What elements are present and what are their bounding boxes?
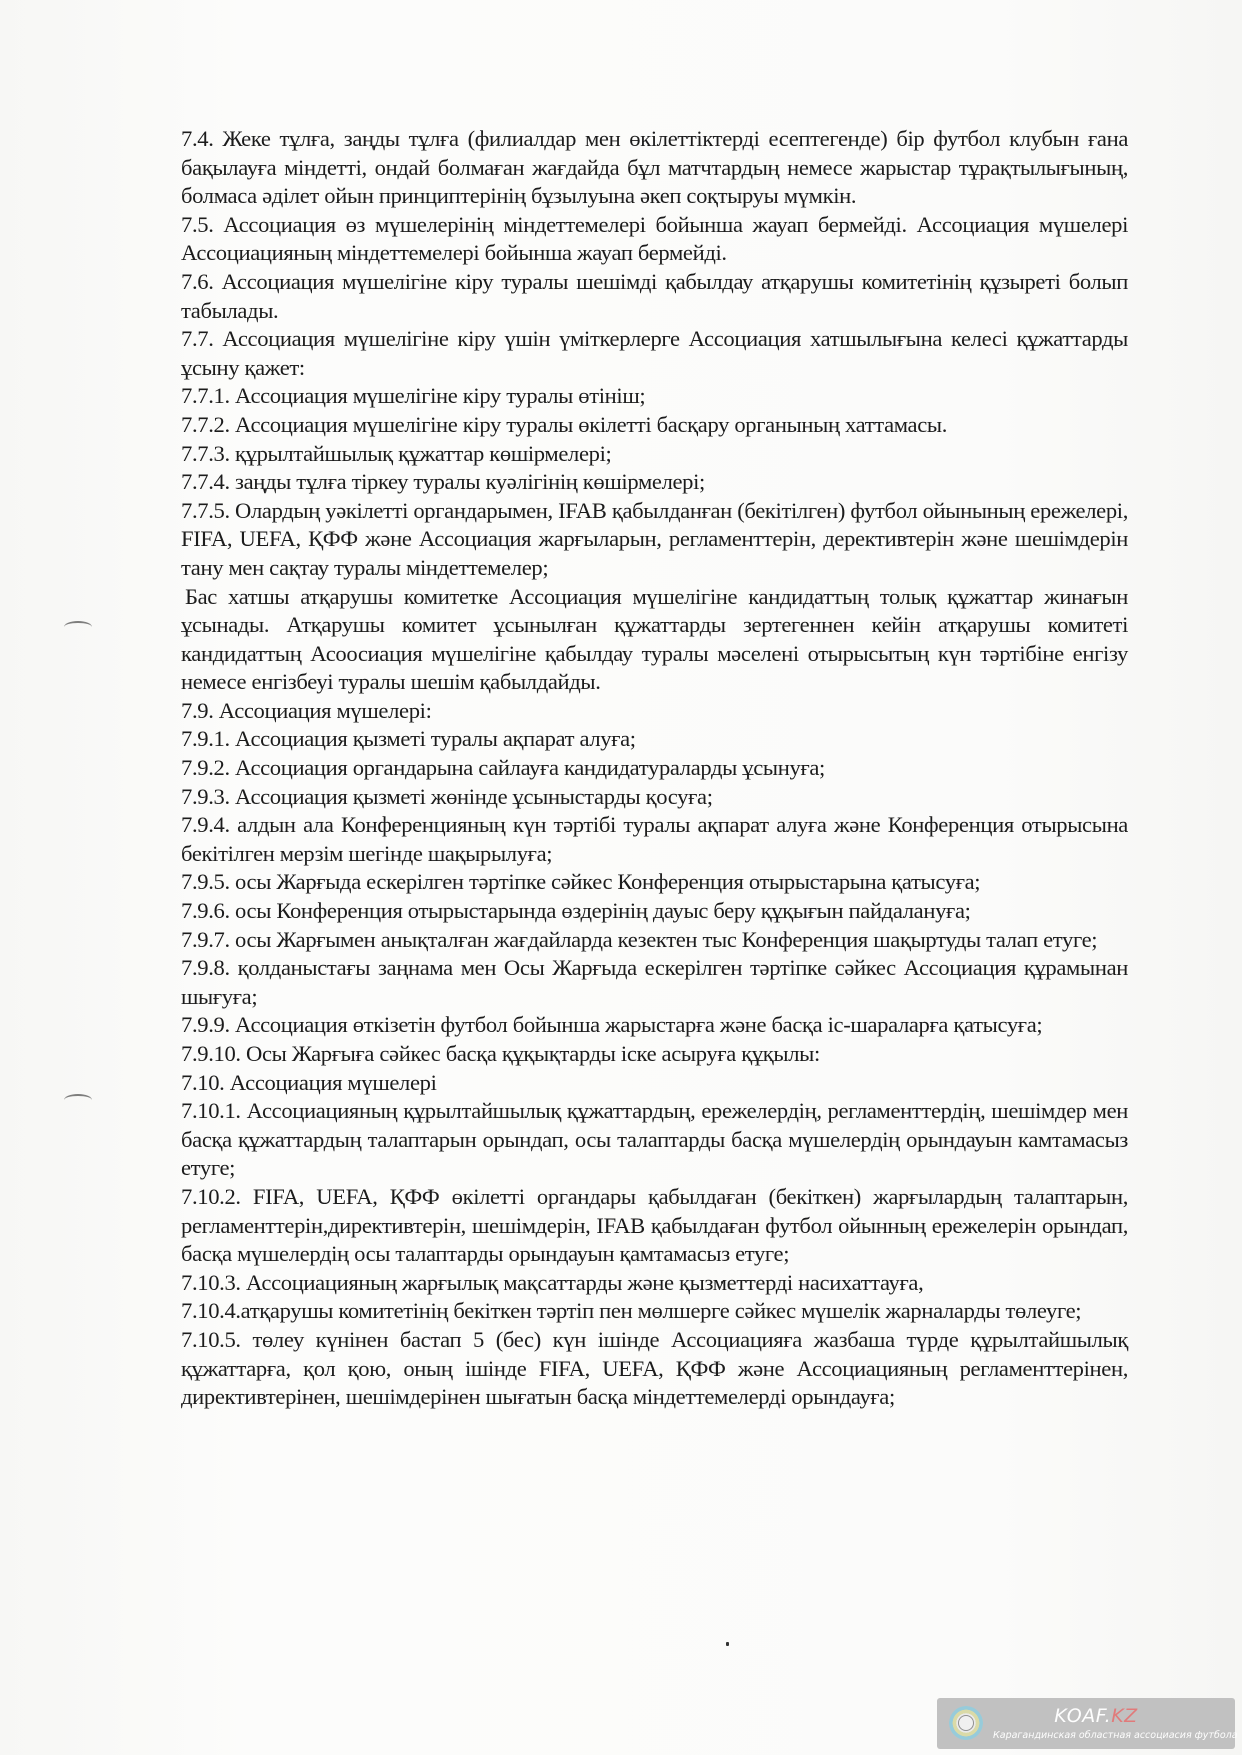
watermark-subtitle: Карагандинская областная ассоциасия футбола [993,1730,1238,1741]
clause-7-6: 7.6. Ассоциация мүшелігіне кіру туралы шешімді қабылдау атқарушы комитетінің құзыреті болып табылады. [181,268,1128,323]
clause-7-10-1: 7.10.1. Ассоциацияның құрылтайшылық құжаттардың, ережелердің, регламенттердің, шешімдер мен басқа құжаттардың талаптарын орындап, осы талаптарды басқа мүшелердің орындауын камтамасыз етуге; [181,1098,1128,1181]
clause-7-9-4: 7.9.4. алдын ала Конференцияның күн тәртібі туралы ақпарат алуға және Конференция отырысына бекітілген мерзім шегінде шақырылуға; [181,812,1128,866]
watermark-title-main: KOAF. [1054,1705,1112,1727]
clause-7-9: 7.9. Ассоциация мүшелері: [181,697,432,723]
clause-7-9-6: 7.9.6. осы Конференция отырыстарында өздерінің дауыс беру құқығын пайдалануға; [181,898,971,924]
binder-hole-mark [64,621,92,633]
clause-7-9-10: 7.9.10. Осы Жарғыға сәйкес басқа құқықтарды іске асыруға құқылы: [181,1041,820,1066]
site-watermark[interactable] [937,1698,1238,1749]
clause-7-4: 7.4. Жеке тұлға, заңды тұлға (филиалдар мен өкілеттіктерді есептегенде) бір футбол клубын ғана бақылауға міндетті, ондай болмаған жағдайда бұл матчтардың немесе жарыстар тұрақтылығының, болмаса әділет ойын принциптерінің бұзылуына әкеп соқтыруы мүмкін. [181,126,1128,209]
clause-7-7-1: 7.7.1. Ассоциация мүшелігіне кіру туралы өтініш; [181,383,646,409]
clause-7-9-3: 7.9.3. Ассоциация қызметі жөнінде ұсыныстарды қосуға; [181,783,713,809]
clause-7-9-7: 7.9.7. осы Жарғымен анықталған жағдайларда кезектен тыс Конференция шақыртуды талап етуге; [181,926,1098,952]
clause-7-8: Бас хатшы атқарушы комитетке Ассоциация мүшелігіне кандидаттың толық құжаттар жинағын ұсынады. Атқарушы комитет ұсынылған құжаттарды зертегеннен кейін атқарушы комитеті кандидаттың Асоосиация мүшелігіне қабылдау туралы мәселені отырысытың күн тәртібіне енгізу немесе енгізбеуі туралы шешім қабылдайды. [181,583,1128,695]
clause-7-7: 7.7. Ассоциация мүшелігіне кіру үшін үміткерлерге Ассоциация хатшылығына келесі құжаттарды ұсыну қажет: [181,326,1128,380]
clause-7-9-5: 7.9.5. осы Жарғыда ескерілген тәртіпке сәйкес Конференция отырыстарына қатысуға; [181,869,981,895]
clause-7-9-1: 7.9.1. Ассоциация қызметі туралы ақпарат алуға; [181,726,636,752]
clause-7-10: 7.10. Ассоциация мүшелері [181,1069,437,1095]
clause-7-7-3: 7.7.3. құрылтайшылық құжаттар көшірмелері; [181,440,612,466]
clause-7-10-4: 7.10.4.атқарушы комитетінің бекіткен тәртіп пен мөлшерге сәйкес мүшелік жарналарды төлеуге; [181,1298,1082,1324]
clause-7-9-2: 7.9.2. Ассоциация органдарына сайлауға кандидатураларды ұсынуға; [181,755,825,781]
binder-hole-mark [64,1094,92,1106]
scan-speck [726,1642,729,1646]
watermark-title-accent: KZ [1111,1705,1138,1727]
clause-7-7-5: 7.7.5. Олардың уәкілетті органдарымен, IFAB қабылданған (бекітілген) футбол ойынының ережелері, FIFA, UEFA, ҚФФ және Ассоциация жарғыларын, регламенттерін, дерективтерін және шешімдерін тану мен сақтау туралы міндеттемелер; [181,497,1128,580]
watermark-title [937,1705,1235,1727]
clause-7-10-2: 7.10.2. FIFA, UEFA, ҚФФ өкілетті органдары қабылдаған (бекіткен) жарғылардың талаптарын, регламенттерін,директивтерін, шешімдерін, IFAB қабылдаған футбол ойынның ережелерін орындап, басқа мүшелердің осы талаптарды орындауын қамтамасыз етуге; [181,1183,1128,1267]
clause-7-7-2: 7.7.2. Ассоциация мүшелігіне кіру туралы өкілетті басқару органының хаттамасы. [181,411,948,437]
clause-7-9-9: 7.9.9. Ассоциация өткізетін футбол бойынша жарыстарға және басқа іс-шараларға қатысуға; [181,1012,1043,1038]
document-body [181,125,1128,1412]
clause-7-5: 7.5. Ассоциация өз мүшелерінің міндеттемелері бойынша жауап бермейді. Ассоциация мүшелері Ассоциацияның міндеттемелері бойынша жауап бермейді. [181,211,1128,266]
clause-7-10-5: 7.10.5. төлеу күнінен бастап 5 (бес) күн ішінде Ассоциацияға жазбаша түрде құрылтайшылық құжаттарға, қол қою, оның ішінде FIFA, UEFA, ҚФФ және Ассоциацияның регламенттерінен, директивтерінен, шешімдерінен шығатын басқа міндеттемелерді орындауға; [181,1326,1128,1410]
clause-7-9-8: 7.9.8. қолданыстағы заңнама мен Осы Жарғыда ескерілген тәртіпке сәйкес Ассоциация құрамынан шығуға; [181,955,1128,1009]
clause-7-7-4: 7.7.4. заңды тұлға тіркеу туралы куәлігінің көшірмелері; [181,469,705,495]
clause-7-10-3: 7.10.3. Ассоциацияның жарғылық мақсаттарды және қызметтерді насихаттауға, [181,1269,924,1295]
